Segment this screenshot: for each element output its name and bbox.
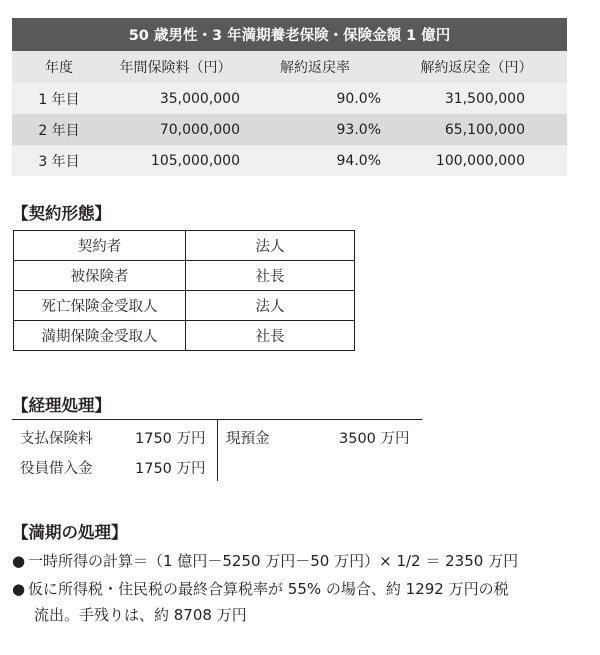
column-header-rate: 解約返戻率 [244, 51, 385, 83]
cell-premium: 35,000,000 [106, 83, 244, 114]
table-title-row [12, 18, 567, 51]
table-header-row [12, 51, 567, 83]
table-row [14, 291, 355, 321]
debit-item: 支払保険料 [20, 431, 93, 447]
contract-role: 契約者 [14, 231, 186, 261]
income-calculation-text: 一時所得の計算＝（1 億円－5250 万円－50 万円）× 1/2 ＝ 2350 万円 [28, 552, 519, 570]
table-row [12, 83, 567, 114]
table-row [12, 145, 567, 176]
cell-rate: 94.0% [244, 145, 385, 176]
cell-premium: 70,000,000 [106, 114, 244, 145]
table-title: 50 歳男性・3 年満期養老保険・保険金額 1 億円 [12, 18, 567, 51]
cell-refund: 31,500,000 [385, 83, 567, 114]
cell-year: 1 年目 [12, 83, 106, 114]
contract-party: 社長 [186, 261, 355, 291]
maturity-line-income [12, 550, 518, 571]
bullet-icon: ● [12, 552, 26, 570]
accounting-heading: 【経理処理】 [12, 396, 111, 415]
cell-premium: 105,000,000 [106, 145, 244, 176]
bullet-icon: ● [12, 580, 26, 598]
maturity-line-remaining: 流出。手残りは、約 8708 万円 [34, 606, 247, 624]
contract-party: 社長 [186, 321, 355, 351]
contract-table [13, 230, 355, 351]
contract-role: 死亡保険金受取人 [14, 291, 186, 321]
cell-year: 3 年目 [12, 145, 106, 176]
table-row [14, 261, 355, 291]
credit-item: 現預金 [226, 431, 270, 447]
debit-item: 役員借入金 [20, 461, 93, 477]
cell-year: 2 年目 [12, 114, 106, 145]
cell-refund: 65,100,000 [385, 114, 567, 145]
debit-amount: 1750 万円 [135, 461, 206, 477]
cell-refund: 100,000,000 [385, 145, 567, 176]
table-row [14, 231, 355, 261]
table-row [12, 114, 567, 145]
column-header-premium: 年間保険料（円） [106, 51, 244, 83]
contract-party: 法人 [186, 291, 355, 321]
surrender-value-table [12, 18, 567, 176]
column-header-year: 年度 [12, 51, 106, 83]
column-header-refund: 解約返戻金（円） [385, 51, 567, 83]
maturity-heading: 【満期の処理】 [12, 523, 128, 542]
debit-amount: 1750 万円 [135, 431, 206, 447]
contract-party: 法人 [186, 231, 355, 261]
contract-heading: 【契約形態】 [12, 204, 111, 223]
table-row [14, 321, 355, 351]
contract-role: 満期保険金受取人 [14, 321, 186, 351]
cell-rate: 90.0% [244, 83, 385, 114]
journal-divider [217, 419, 218, 481]
tax-text: 仮に所得税・住民税の最終合算税率が 55% の場合、約 1292 万円の税 [28, 580, 509, 598]
contract-role: 被保険者 [14, 261, 186, 291]
maturity-line-tax [12, 578, 509, 599]
credit-amount: 3500 万円 [339, 431, 410, 447]
cell-rate: 93.0% [244, 114, 385, 145]
